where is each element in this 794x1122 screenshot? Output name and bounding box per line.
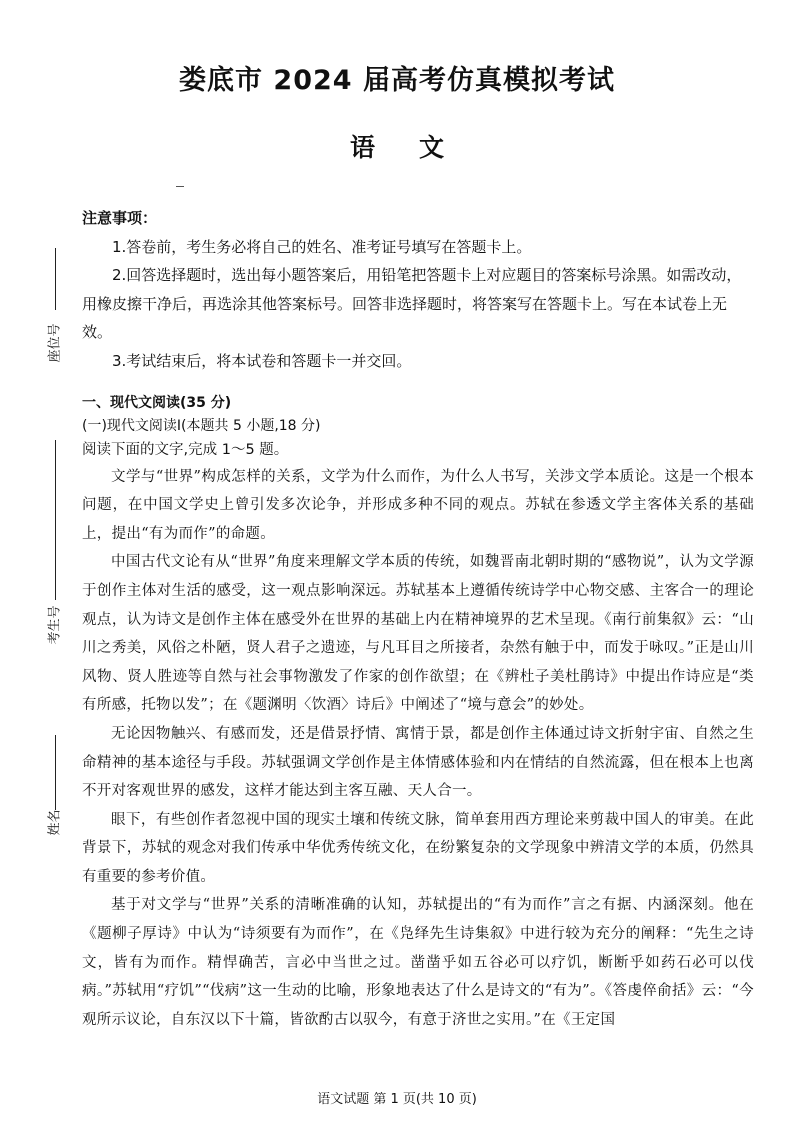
print-mark: [176, 186, 184, 187]
passage-paragraph-2: 中国古代文论有从“世界”角度来理解文学本质的传统，如魏晋南北朝时期的“感物说”，认为文学源于创作主体对生活的感受，这一观点影响深远。苏轼基本上遵循传统诗学中心物交感、主客合一的理论观点，认为诗文是创作主体在感受外在世界的基础上内在精神境界的艺术呈现。《南行前集叙》云：“山川之秀美，风俗之朴陋，贤人君子之遗迹，与凡耳目之所接者，杂然有触于中，而发于咏叹。”正是山川风物、贤人胜迹等自然与社会事物激发了作家的创作欲望；在《辨杜子美杜鹃诗》中提出作诗应是“类有所感，托物以发”；在《题渊明〈饮酒〉诗后》中阐述了“境与意会”的妙处。: [82, 554, 754, 714]
notice-title: 注意事项：: [82, 209, 158, 227]
sub-section-heading: (一)现代文阅读Ⅰ(本题共 5 小题,18 分): [82, 417, 321, 434]
reading-instruction: 阅读下面的文字,完成 1～5 题。: [82, 441, 289, 458]
page-footer: 语文试题 第 1 页(共 10 页): [317, 1092, 477, 1107]
exam-title: 娄底市 2024 届高考仿真模拟考试: [179, 65, 615, 96]
notice-item-3: 3.考试结束后，将本试卷和答题卡一并交回。: [112, 351, 412, 370]
exam-number-line: [55, 440, 56, 600]
exam-number-label: 考生号: [47, 605, 63, 645]
name-line: [55, 735, 56, 810]
subject-title: 语文: [349, 133, 488, 162]
seat-number-label: 座位号: [47, 323, 63, 363]
notice-item-1: 1.答卷前，考生务必将自己的姓名、准考证号填写在答题卡上。: [112, 237, 532, 256]
passage-paragraph-4: 眼下，有些创作者忽视中国的现实土壤和传统文脉，简单套用西方理论来剪裁中国人的审美。在此背景下，苏轼的观念对我们传承中华优秀传统文化，在纷繁复杂的文学现象中辨清文学的本质，仍然具有重要的参考价值。: [82, 811, 754, 885]
reading-passage: [82, 463, 754, 1035]
passage-paragraph-3: 无论因物触兴、有感而发，还是借景抒情、寓情于景，都是创作主体通过诗文折射宇宙、自然之生命精神的基本途径与手段。苏轼强调文学创作是主体情感体验和内在情结的自然流露，但在根本上也离不开对客观世界的感发，这样才能达到主客互融、天人合一。: [82, 725, 754, 800]
passage-paragraph-1: 文学与“世界”构成怎样的关系，文学为什么而作，为什么人书写，关涉文学本质论。这是一个根本问题，在中国文学史上曾引发多次论争，并形成多种不同的观点。苏轼在参透文学主客体关系的基础上，提出“有为而作”的命题。: [82, 468, 754, 542]
spacer: [82, 376, 754, 392]
name-label: 姓名: [47, 809, 63, 836]
notice-item-2: 2.回答选择题时，选出每小题答案后，用铅笔把答题卡上对应题目的答案标号涂黑。如需改动，用橡皮擦干净后，再选涂其他答案标号。回答非选择题时，将答案写在答题卡上。写在本试卷上无效。: [82, 266, 742, 342]
page-content: [82, 204, 754, 1034]
seat-number-line: [55, 248, 56, 310]
section-heading: 一、现代文阅读(35 分): [82, 394, 232, 411]
passage-paragraph-5: 基于对文学与“世界”关系的清晰准确的认知，苏轼提出的“有为而作”言之有据、内涵深刻。他在《题柳子厚诗》中认为“诗须要有为而作”，在《凫绎先生诗集叙》中进行较为充分的阐释：“先生之诗文，皆有为而作。精悍确苦，言必中当世之过。凿凿乎如五谷必可以疗饥，断断乎如药石必可以伐病。”苏轼用“疗饥”“伐病”这一生动的比喻，形象地表达了什么是诗文的“有为”。《答虔倅俞括》云：“今观所示议论，自东汉以下十篇，皆欲酌古以驭今，有意于济世之实用。”在《王定国: [82, 897, 754, 1028]
